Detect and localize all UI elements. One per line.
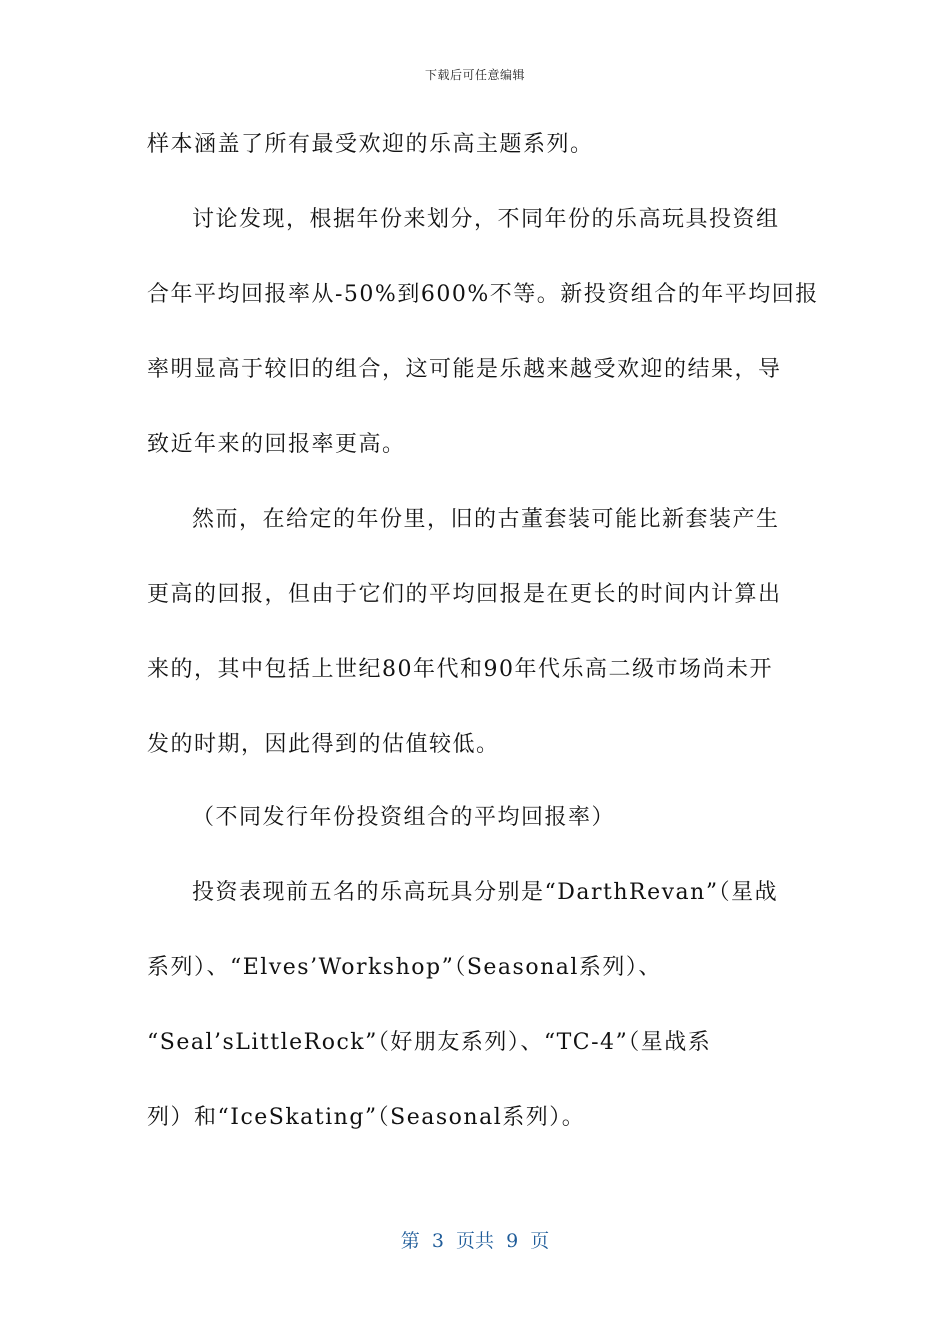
- paragraph-line: 样本涵盖了所有最受欢迎的乐高主题系列。: [147, 132, 594, 157]
- paragraph-line: 来的，其中包括上世纪80年代和90年代乐高二级市场尚未开: [147, 657, 773, 682]
- figure-caption: （不同发行年份投资组合的平均回报率）: [192, 805, 616, 830]
- paragraph-line: 讨论发现，根据年份来划分，不同年份的乐高玩具投资组: [192, 207, 780, 232]
- paragraph-line: 合年平均回报率从-50%到600%不等。新投资组合的年平均回报: [147, 282, 819, 307]
- paragraph-line: 率明显高于较旧的组合，这可能是乐越来越受欢迎的结果，导: [147, 357, 782, 382]
- paragraph-line: 更高的回报，但由于它们的平均回报是在更长的时间内计算出: [147, 582, 782, 607]
- paragraph-line: 然而，在给定的年份里，旧的古董套装可能比新套装产生: [192, 507, 780, 532]
- paragraph-line: 系列）、“Elves’Workshop”（Seasonal系列）、: [147, 955, 662, 980]
- paragraph-line: 投资表现前五名的乐高玩具分别是“DarthRevan”（星战: [192, 880, 779, 905]
- page-footer: 第 3 页共 9 页: [400, 1230, 550, 1252]
- page-header: 下载后可任意编辑: [424, 68, 525, 82]
- paragraph-line: 列）和“IceSkating”（Seasonal系列）。: [147, 1105, 586, 1130]
- paragraph-line: “Seal’sLittleRock”（好朋友系列）、“TC-4”（星战系: [147, 1030, 712, 1055]
- paragraph-line: 发的时期，因此得到的估值较低。: [147, 732, 500, 757]
- paragraph-line: 致近年来的回报率更高。: [147, 432, 406, 457]
